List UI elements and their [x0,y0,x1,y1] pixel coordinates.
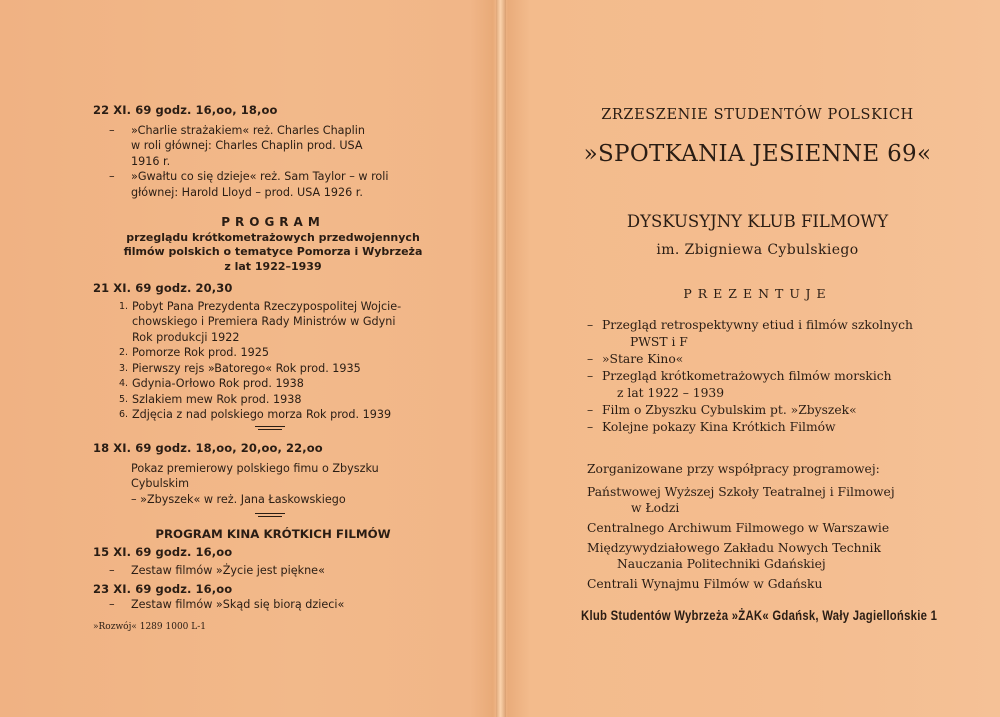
left-page [0,0,490,717]
program-list [587,317,947,436]
film-list-item [119,299,453,315]
film-line: »Gwałtu co się dzieje« reż. Sam Taylor – w roli [131,170,389,183]
program-line: z lat 1922 – 1939 [617,386,725,400]
program-item [587,351,947,368]
partner-line: Centralnego Archiwum Filmowego w Warszawie [587,521,890,535]
presents-heading: PREZENTUJE [683,286,832,301]
session-date: 15 XI. 69 godz. 16,oo [93,544,233,559]
dash: – [109,170,115,183]
dash: – [587,318,594,332]
program-item [587,419,947,436]
dash: – [587,420,594,434]
film-list [93,299,453,423]
film-line: Szlakiem mew Rok prod. 1938 [132,392,302,406]
center-fold [496,0,506,717]
program-line: Film o Zbyszku Cybulskim pt. »Zbyszek« [602,403,857,417]
partner-line: Państwowej Wyższej Szkoły Teatralnej i Filmowej [587,485,895,499]
program-line: Kolejne pokazy Kina Krótkich Filmów [602,420,836,434]
screening-date: 18 XI. 69 godz. 18,oo, 20,oo, 22,oo [93,441,323,455]
session-entry [93,597,453,613]
screening-22-xi [93,103,453,200]
program-item [587,402,947,419]
dash: – [109,598,115,611]
separator-rule [255,513,285,514]
organizers [587,461,947,596]
kina-title: PROGRAM KINA KRÓTKICH FILMÓW [155,527,391,541]
screening-date: 22 XI. 69 godz. 16,oo, 18,oo [93,103,278,117]
program-line: PWST i F [630,335,688,349]
partner [587,540,947,573]
partner [587,576,947,593]
partner-line: w Łodzi [631,501,680,515]
program-subtitle-line: filmów polskich o tematyce Pomorza i Wybrzeża [123,245,423,258]
program-item [587,368,947,385]
description-line: Cybulskim [131,477,190,490]
film-list-item [119,361,453,377]
item-number: 5. [119,393,129,405]
partner [587,484,947,517]
dash: – [109,123,115,137]
partner [587,520,947,537]
item-number: 1. [119,300,129,312]
kina-program [93,527,453,635]
separator-rule [255,426,285,427]
partner-line: Centrali Wynajmu Filmów w Gdańsku [587,577,823,591]
association-name: ZRZESZENIE STUDENTÓW POLSKICH [601,107,914,123]
film-line: Rok produkcji 1922 [132,330,240,344]
club-patron: im. Zbigniewa Cybulskiego [656,242,859,258]
organized-heading: Zorganizowane przy współpracy programowej: [587,462,880,476]
film-line: Gdynia-Orłowo Rok prod. 1938 [132,377,304,390]
session-entry [93,563,453,579]
session-text: Zestaw filmów »Skąd się biorą dzieci« [131,598,345,611]
film-entry [93,169,453,200]
film-line: Pobyt Pana Prezydenta Rzeczypospolitej Wojcie- [132,299,402,313]
dash: – [587,403,594,417]
screening-18-xi [93,441,453,507]
item-number: 4. [119,378,129,389]
partner-line: Międzywydziałowego Zakładu Nowych Technik [587,541,881,555]
program-item [587,317,947,334]
film-line: Zdjęcia z nad polskiego morza Rok prod. 1939 [132,408,392,421]
film-list-item [119,376,453,392]
program-line: »Stare Kino« [602,352,684,366]
partner-line: Nauczania Politechniki Gdańskiej [617,557,826,571]
film-line: »Charlie strażakiem« reż. Charles Chaplin [131,123,365,137]
event-title: »SPOTKANIA JESIENNE 69« [583,141,932,167]
film-entry [93,123,453,170]
dash: – [109,564,115,577]
program-title: PROGRAM [221,215,325,229]
item-number: 6. [119,409,129,420]
film-line: Pomorze Rok prod. 1925 [132,346,269,359]
film-line: 1916 r. [131,154,171,168]
film-list-item [119,407,453,423]
program-subtitle-line: z lat 1922–1939 [224,259,322,273]
screening-21-xi [93,281,453,423]
session-text: Zestaw filmów »Życie jest piękne« [131,564,325,577]
film-line: głównej: Harold Lloyd – prod. USA 1926 r. [131,185,363,199]
dash: – [587,369,594,383]
item-number: 2. [119,347,129,358]
film-line: chowskiego i Premiera Rady Ministrów w Gdyni [132,315,396,328]
dash: – [587,352,594,366]
venue-footer: Klub Studentów Wybrzeża »ŻAK« Gdańsk, Wały Jagiellońskie 1 [581,608,938,623]
club-name: DYSKUSYJNY KLUB FILMOWY [626,212,889,231]
program-heading [93,215,453,274]
film-line: w roli głównej: Charles Chaplin prod. USA [131,139,363,152]
program-line: Przegląd krótkometrażowych filmów morskich [602,369,892,383]
description-line: Pokaz premierowy polskiego fimu o Zbyszku [131,461,379,475]
film-line: Pierwszy rejs »Batorego« Rok prod. 1935 [132,361,361,375]
printer-note: »Rozwój« 1289 1000 L-1 [93,621,206,632]
description-line: – »Zbyszek« w reż. Jana Łaskowskiego [131,492,346,506]
screening-date: 21 XI. 69 godz. 20,30 [93,281,233,295]
session-date: 23 XI. 69 godz. 16,oo [93,581,233,596]
program-subtitle-line: przeglądu krótkometrażowych przedwojennych [126,230,420,244]
film-list-item [119,345,453,361]
film-list-item [119,392,453,408]
item-number: 3. [119,362,129,374]
program-line: Przegląd retrospektywny etiud i filmów szkolnych [602,318,913,332]
